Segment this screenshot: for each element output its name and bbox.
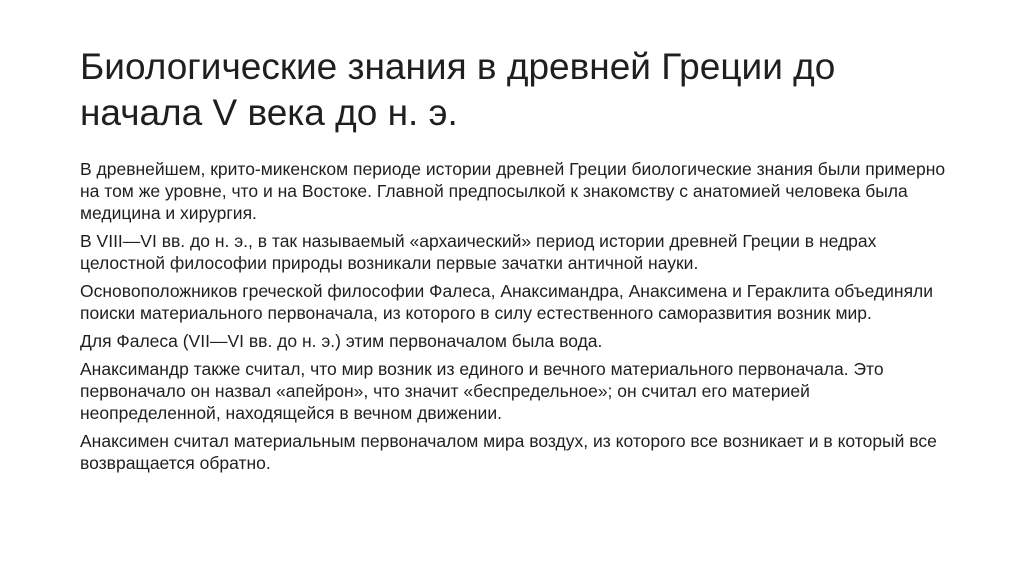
paragraph-minoan-period: В древнейшем, крито-микенском периоде истории древней Греции биологические знания были примерно на том же уровне, что и на Востоке. Главной предпосылкой к знакомству с анатомией человека была медицина и хирургия. [80, 159, 946, 223]
paragraph-archaic-period: В VIII—VI вв. до н. э., в так называемый «архаический» период истории древней Греции в недрах целостной философии природы возникали первые зачатки античной науки. [80, 231, 877, 273]
paragraph-thales: Для Фалеса (VII—VI вв. до н. э.) этим первоначалом была вода. [80, 331, 603, 351]
slide-body [80, 158, 948, 480]
paragraph-anaximenes: Анаксимен считал материальным первоначалом мира воздух, из которого все возникает и в который все возвращается обратно. [80, 431, 937, 473]
paragraph-anaximander: Анаксимандр также считал, что мир возник из единого и вечного материального первоначала. Это первоначало он назвал «апейрон», что значит «беспредельное»; он считал его материей неопределенной, находящейся в вечном движении. [80, 359, 884, 423]
slide-title: Биологические знания в древней Греции до начала V века до н. э. [80, 46, 836, 133]
paragraph-founders-philosophy: Основоположников греческой философии Фалеса, Анаксимандра, Анаксимена и Гераклита объединяли поиски материального первоначала, из которого в силу естественного саморазвития возник мир. [80, 281, 934, 323]
